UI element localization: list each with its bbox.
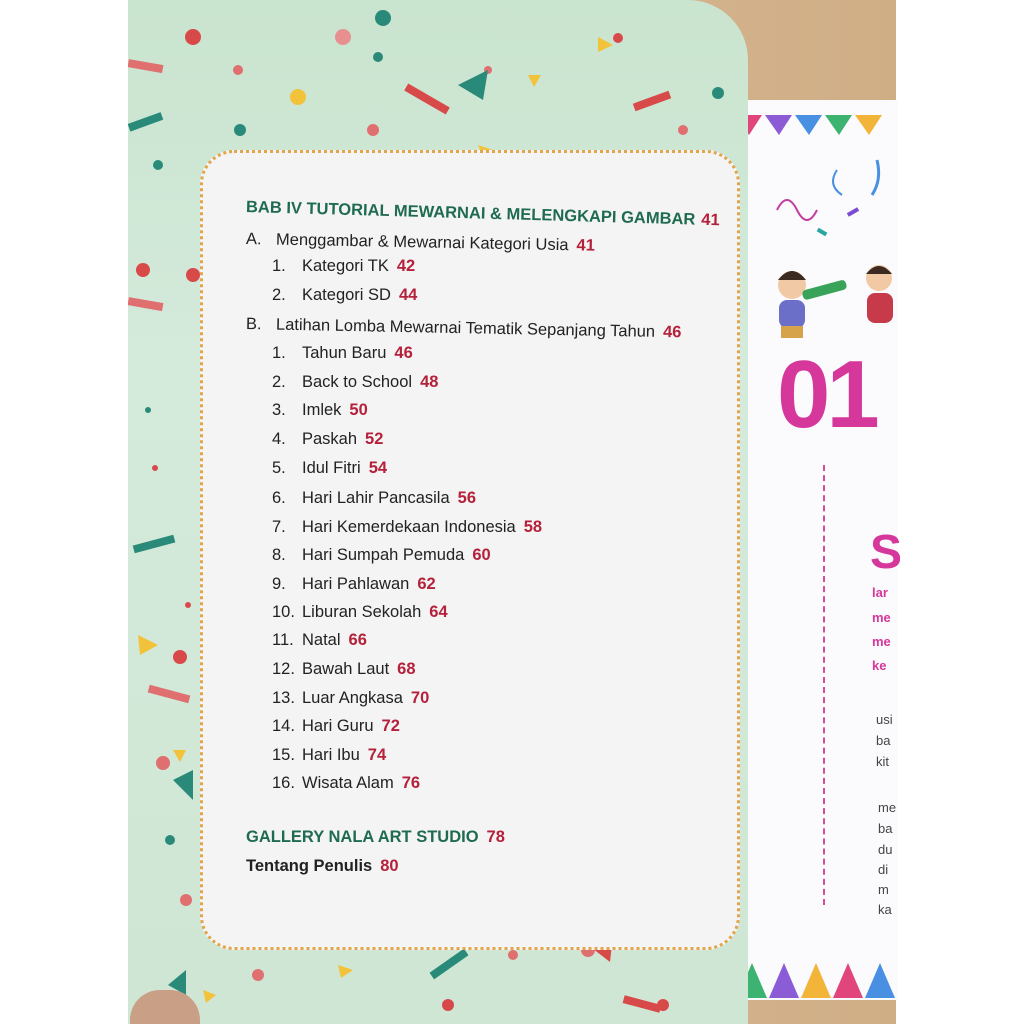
page-number: 46 bbox=[394, 344, 413, 362]
item-number: 13. bbox=[272, 689, 295, 707]
side-gray-line: ka bbox=[878, 902, 892, 917]
toc-item bbox=[272, 430, 383, 449]
section-title: Menggambar & Mewarnai Kategori Usia bbox=[275, 230, 569, 255]
author-heading bbox=[246, 857, 399, 876]
toc-item bbox=[272, 746, 386, 765]
item-number: 5. bbox=[272, 459, 286, 477]
page-number: 42 bbox=[396, 257, 416, 275]
toc-item bbox=[272, 286, 417, 305]
item-title: Hari Ibu bbox=[302, 746, 360, 764]
page-number: 54 bbox=[368, 459, 388, 477]
gallery-heading bbox=[246, 828, 505, 847]
item-number: 8. bbox=[272, 546, 286, 564]
item-title: Back to School bbox=[302, 373, 413, 391]
item-number: 3. bbox=[272, 401, 286, 419]
toc-item bbox=[272, 631, 367, 650]
item-number: 2. bbox=[272, 286, 286, 304]
author-title: Tentang Penulis bbox=[246, 857, 373, 875]
page-number: 68 bbox=[397, 660, 416, 678]
gallery-title: GALLERY NALA ART STUDIO bbox=[246, 828, 479, 846]
page-number: 48 bbox=[420, 373, 439, 391]
page-number: 56 bbox=[457, 489, 477, 507]
item-title: Hari Guru bbox=[302, 717, 374, 735]
side-gray-line: ba bbox=[878, 821, 893, 836]
item-title: Kategori TK bbox=[302, 257, 389, 275]
toc-item bbox=[272, 344, 413, 363]
item-title: Hari Sumpah Pemuda bbox=[302, 546, 465, 564]
item-number: 4. bbox=[272, 430, 286, 448]
page-number: 80 bbox=[380, 857, 399, 875]
chapter-number: 01 bbox=[777, 341, 876, 448]
section-label: A. bbox=[245, 230, 262, 249]
toc-item bbox=[272, 401, 368, 420]
page-number: 44 bbox=[398, 286, 418, 304]
side-heading-letter: S bbox=[870, 526, 903, 579]
page-number: 52 bbox=[365, 430, 384, 448]
item-number: 7. bbox=[272, 518, 286, 536]
item-title: Tahun Baru bbox=[302, 344, 387, 362]
item-number: 2. bbox=[272, 373, 286, 391]
page-number: 70 bbox=[410, 689, 430, 707]
item-number: 15. bbox=[272, 746, 295, 764]
item-number: 9. bbox=[272, 575, 286, 593]
chapter-heading-title: BAB IV TUTORIAL MEWARNAI & MELENGKAPI GAMBAR bbox=[245, 198, 696, 229]
page-number: 50 bbox=[349, 401, 368, 419]
item-number: 10. bbox=[272, 603, 295, 621]
section-label: B. bbox=[245, 315, 262, 334]
item-title: Luar Angkasa bbox=[302, 689, 403, 707]
item-title: Natal bbox=[302, 631, 341, 649]
item-title: Paskah bbox=[302, 430, 358, 448]
toc-item bbox=[272, 660, 416, 679]
item-number: 12. bbox=[272, 660, 295, 678]
item-title: Liburan Sekolah bbox=[302, 603, 422, 621]
page-number: 74 bbox=[367, 746, 387, 764]
item-number: 16. bbox=[272, 774, 295, 792]
item-title: Hari Lahir Pancasila bbox=[302, 489, 450, 507]
item-title: Imlek bbox=[302, 401, 342, 419]
toc-item bbox=[272, 518, 542, 537]
toc-item bbox=[272, 257, 415, 276]
toc-item bbox=[272, 575, 436, 594]
page-number: 64 bbox=[429, 603, 448, 621]
page-number: 78 bbox=[486, 828, 505, 846]
toc-item bbox=[272, 489, 476, 508]
item-number: 11. bbox=[272, 631, 294, 649]
side-pink-line: me bbox=[872, 610, 891, 625]
toc-item bbox=[272, 373, 438, 392]
toc-item bbox=[272, 774, 420, 793]
page-number: 62 bbox=[417, 575, 436, 593]
item-title: Kategori SD bbox=[302, 286, 391, 304]
side-gray-line: m bbox=[878, 882, 889, 897]
page-number: 66 bbox=[348, 631, 367, 649]
page-number: 60 bbox=[472, 546, 491, 564]
side-pink-line: ke bbox=[872, 658, 887, 673]
item-title: Bawah Laut bbox=[302, 660, 390, 678]
item-title: Wisata Alam bbox=[302, 774, 394, 792]
side-gray-line: usi bbox=[876, 712, 893, 727]
side-gray-line: du bbox=[878, 842, 893, 857]
side-gray-line: ba bbox=[876, 733, 891, 748]
toc-item bbox=[272, 689, 429, 708]
side-gray-line: di bbox=[878, 862, 889, 877]
page-number: 41 bbox=[576, 236, 596, 255]
side-pink-line: me bbox=[872, 634, 891, 649]
page-number: 41 bbox=[701, 210, 720, 230]
item-number: 1. bbox=[272, 344, 286, 362]
section-title: Latihan Lomba Mewarnai Tematik Sepanjang Tahun bbox=[275, 315, 656, 341]
item-title: Hari Pahlawan bbox=[302, 575, 410, 593]
toc-item bbox=[272, 546, 491, 565]
side-gray-line: kit bbox=[876, 754, 889, 769]
item-number: 14. bbox=[272, 717, 295, 735]
page-number: 46 bbox=[662, 323, 682, 342]
side-gray-line: me bbox=[878, 800, 897, 815]
item-title: Hari Kemerdekaan Indonesia bbox=[302, 518, 516, 536]
page-number: 76 bbox=[401, 774, 421, 792]
toc-item bbox=[272, 459, 387, 478]
toc-item bbox=[272, 603, 448, 622]
toc-item bbox=[272, 717, 400, 736]
chapter-heading bbox=[246, 198, 720, 230]
item-number: 1. bbox=[272, 257, 286, 275]
page-number: 58 bbox=[523, 518, 543, 536]
toc-section-b bbox=[246, 315, 682, 342]
item-title: Idul Fitri bbox=[302, 459, 361, 477]
page-number: 72 bbox=[381, 717, 400, 735]
item-number: 6. bbox=[272, 489, 286, 507]
side-pink-line: lar bbox=[872, 585, 888, 600]
toc-section-a bbox=[246, 230, 595, 256]
